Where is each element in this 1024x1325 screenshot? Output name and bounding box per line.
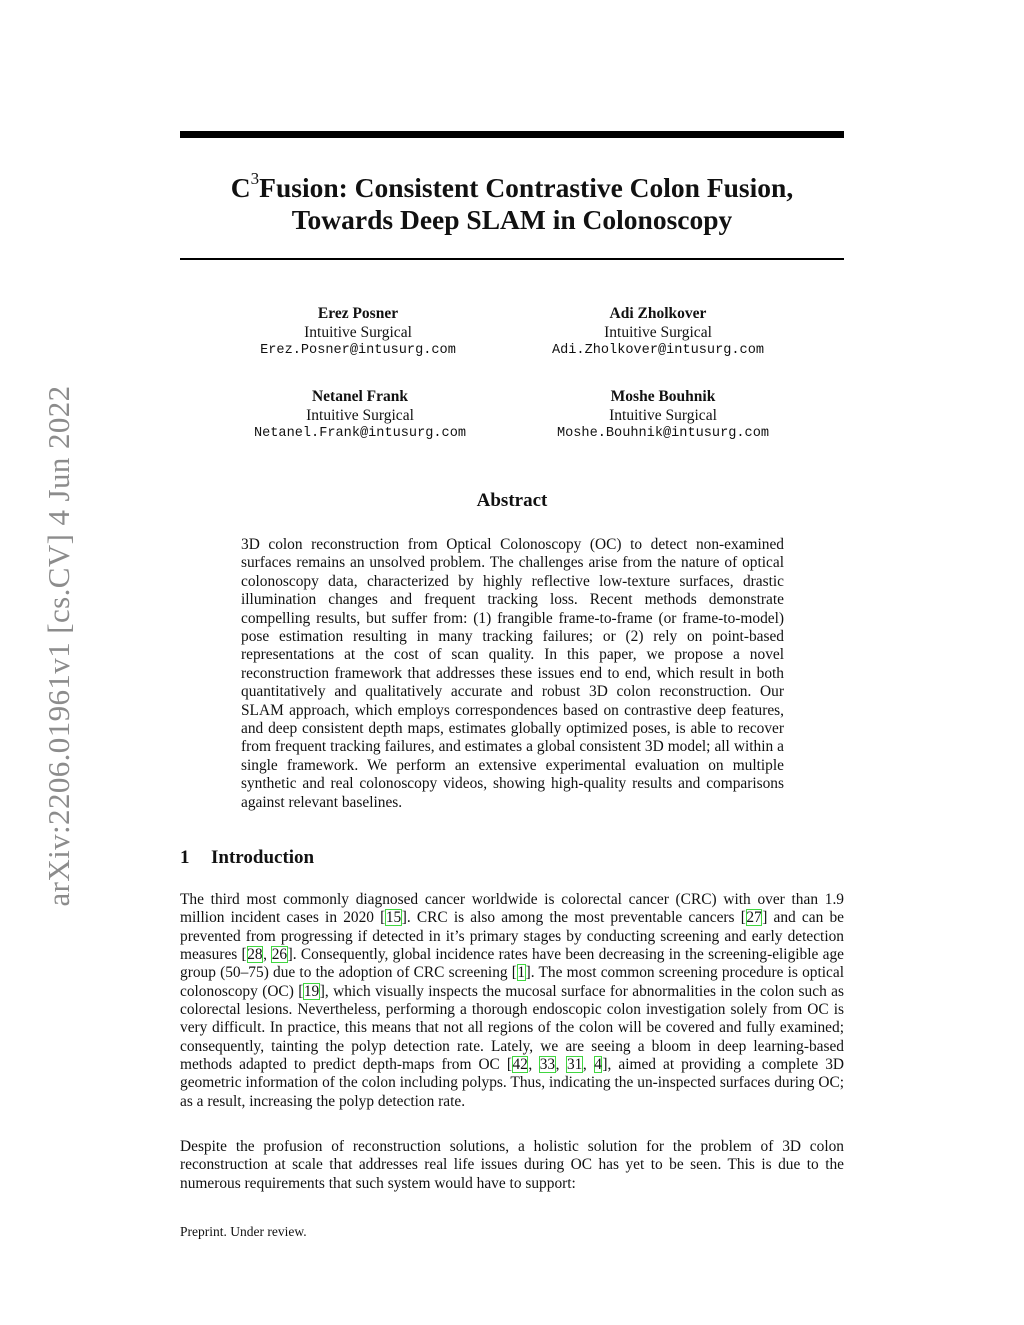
author-block: [508, 305, 808, 361]
abstract-text: 3D colon reconstruction from Optical Colonoscopy (OC) to detect non-examined surfaces remains an unsolved problem. The challenges arise from the nature of optical colonoscopy data, characterized by highly reflective low-texture surfaces, drastic illumination changes and frequent tracking loss. Recent methods demonstrate compelling results, but suffer from: (1) frangible frame-to-frame (or frame-to-model) pose estimation resulting in many tracking failures; or (2) rely on point-based representations at the cost of scan quality. In this paper, we propose a novel reconstruction framework that addresses these issues end to end, which result in both quantitatively and qualitatively accurate and robust 3D colon reconstruction. Our SLAM approach, which employs correspondences based on contrastive deep features, and deep consistent depth maps, estimates globally optimized poses, is able to recover from frequent tracking failures, and estimates a global consistent 3D model; all within a single framework. We perform an extensive experimental evaluation on multiple synthetic and real colonoscopy videos, showing high-quality results and comparisons against relevant baselines.: [241, 536, 784, 811]
author-email: Netanel.Frank@intusurg.com: [253, 426, 467, 441]
intro-paragraph-2: Despite the profusion of reconstruction solutions, a holistic solution for the problem of 3D colon reconstruction at scale that addresses real life issues during OC has yet to be seen. This is due to the numerous requirements that such system would have to support:: [180, 1138, 844, 1192]
paragraph-text: ]. The most common screening procedure is optical colonoscopy (OC) [: [180, 964, 844, 1000]
title-line-1-text: Fusion: Consistent Contrastive Colon Fusion,: [259, 172, 794, 204]
title-prefix: C: [230, 172, 251, 204]
author-affiliation: Intuitive Surgical: [304, 323, 412, 341]
paper-title: [180, 166, 844, 236]
paragraph-text: The third most commonly diagnosed cancer worldwide is colorectal cancer (CRC) with over than 1.9 million incident cases in 2020 [: [180, 891, 844, 927]
citation-link[interactable]: 4: [594, 1056, 602, 1074]
paragraph-text: ]. CRC is also among the most preventable cancers [: [401, 909, 746, 927]
title-top-rule: [180, 131, 844, 138]
citation-link[interactable]: 42: [512, 1056, 528, 1074]
paragraph-text: ,: [528, 1056, 540, 1074]
paragraph-text: ,: [555, 1056, 567, 1074]
paragraph-text: ,: [582, 1056, 594, 1074]
citation-link[interactable]: 27: [746, 909, 762, 927]
author-name: Erez Posner: [317, 305, 399, 322]
title-line-1: [180, 166, 844, 204]
arxiv-identifier: arXiv:2206.01961v1 [cs.CV] 4 Jun 2022: [41, 385, 76, 907]
paragraph-text: ] and can be prevented from progressing if detected in it’s primary stages by conducting screening and early detection measures [: [180, 909, 844, 964]
author-email: Erez.Posner@intusurg.com: [260, 343, 456, 358]
author-block: [513, 388, 813, 444]
section-title: Introduction: [211, 847, 315, 868]
author-affiliation: Intuitive Surgical: [609, 406, 717, 424]
paragraph-text: ]. Consequently, global incidence rates have been decreasing in the screening-eligible age group (50–75) due to the adoption of CRC screening [: [180, 946, 844, 982]
author-block: [208, 305, 508, 361]
title-superscript: 3: [250, 169, 260, 188]
citation-link[interactable]: 19: [303, 982, 320, 1000]
citation-link[interactable]: 31: [566, 1056, 583, 1074]
citation-link[interactable]: 26: [271, 946, 288, 964]
author-name: Moshe Bouhnik: [610, 388, 716, 405]
citation-link[interactable]: 1: [517, 964, 526, 982]
section-number: 1: [180, 847, 190, 868]
author-block: [210, 388, 510, 444]
citation-link[interactable]: 28: [247, 946, 263, 964]
section-heading-introduction: [180, 847, 314, 869]
author-name: Adi Zholkover: [609, 305, 707, 322]
paragraph-text: ], which visually inspects the mucosal surface for abnormalities in the colon such as colorectal lesions. Nevertheless, performing a thorough endoscopic colon investigation solely from OC is very difficult. In practice, this means that not all regions of the colon will be covered and fully examined; consequently, tainting the polyp detection rate. Lately, we are seeing a bloom in deep learning-based methods adapted to predict depth-maps from OC [: [180, 982, 844, 1074]
author-email: Moshe.Bouhnik@intusurg.com: [556, 426, 770, 441]
citation-link[interactable]: 15: [385, 909, 402, 927]
paragraph-text: ], aimed at providing a complete 3D geometric information of the colon including polyps. Thus, indicating the un-inspected surfaces during OC; as a result, increasing the polyp detection rate.: [180, 1056, 845, 1110]
title-line-2: Towards Deep SLAM in Colonoscopy: [291, 204, 733, 236]
author-affiliation: Intuitive Surgical: [306, 406, 414, 424]
author-name: Netanel Frank: [311, 388, 408, 405]
abstract-heading: Abstract: [476, 490, 548, 511]
title-bottom-rule: [180, 258, 844, 260]
intro-paragraph-1: [180, 891, 844, 1111]
footer-note: Preprint. Under review.: [180, 1224, 307, 1239]
author-email: Adi.Zholkover@intusurg.com: [551, 343, 765, 358]
citation-link[interactable]: 33: [539, 1056, 556, 1074]
author-affiliation: Intuitive Surgical: [604, 323, 712, 341]
paragraph-text: ,: [263, 946, 272, 964]
